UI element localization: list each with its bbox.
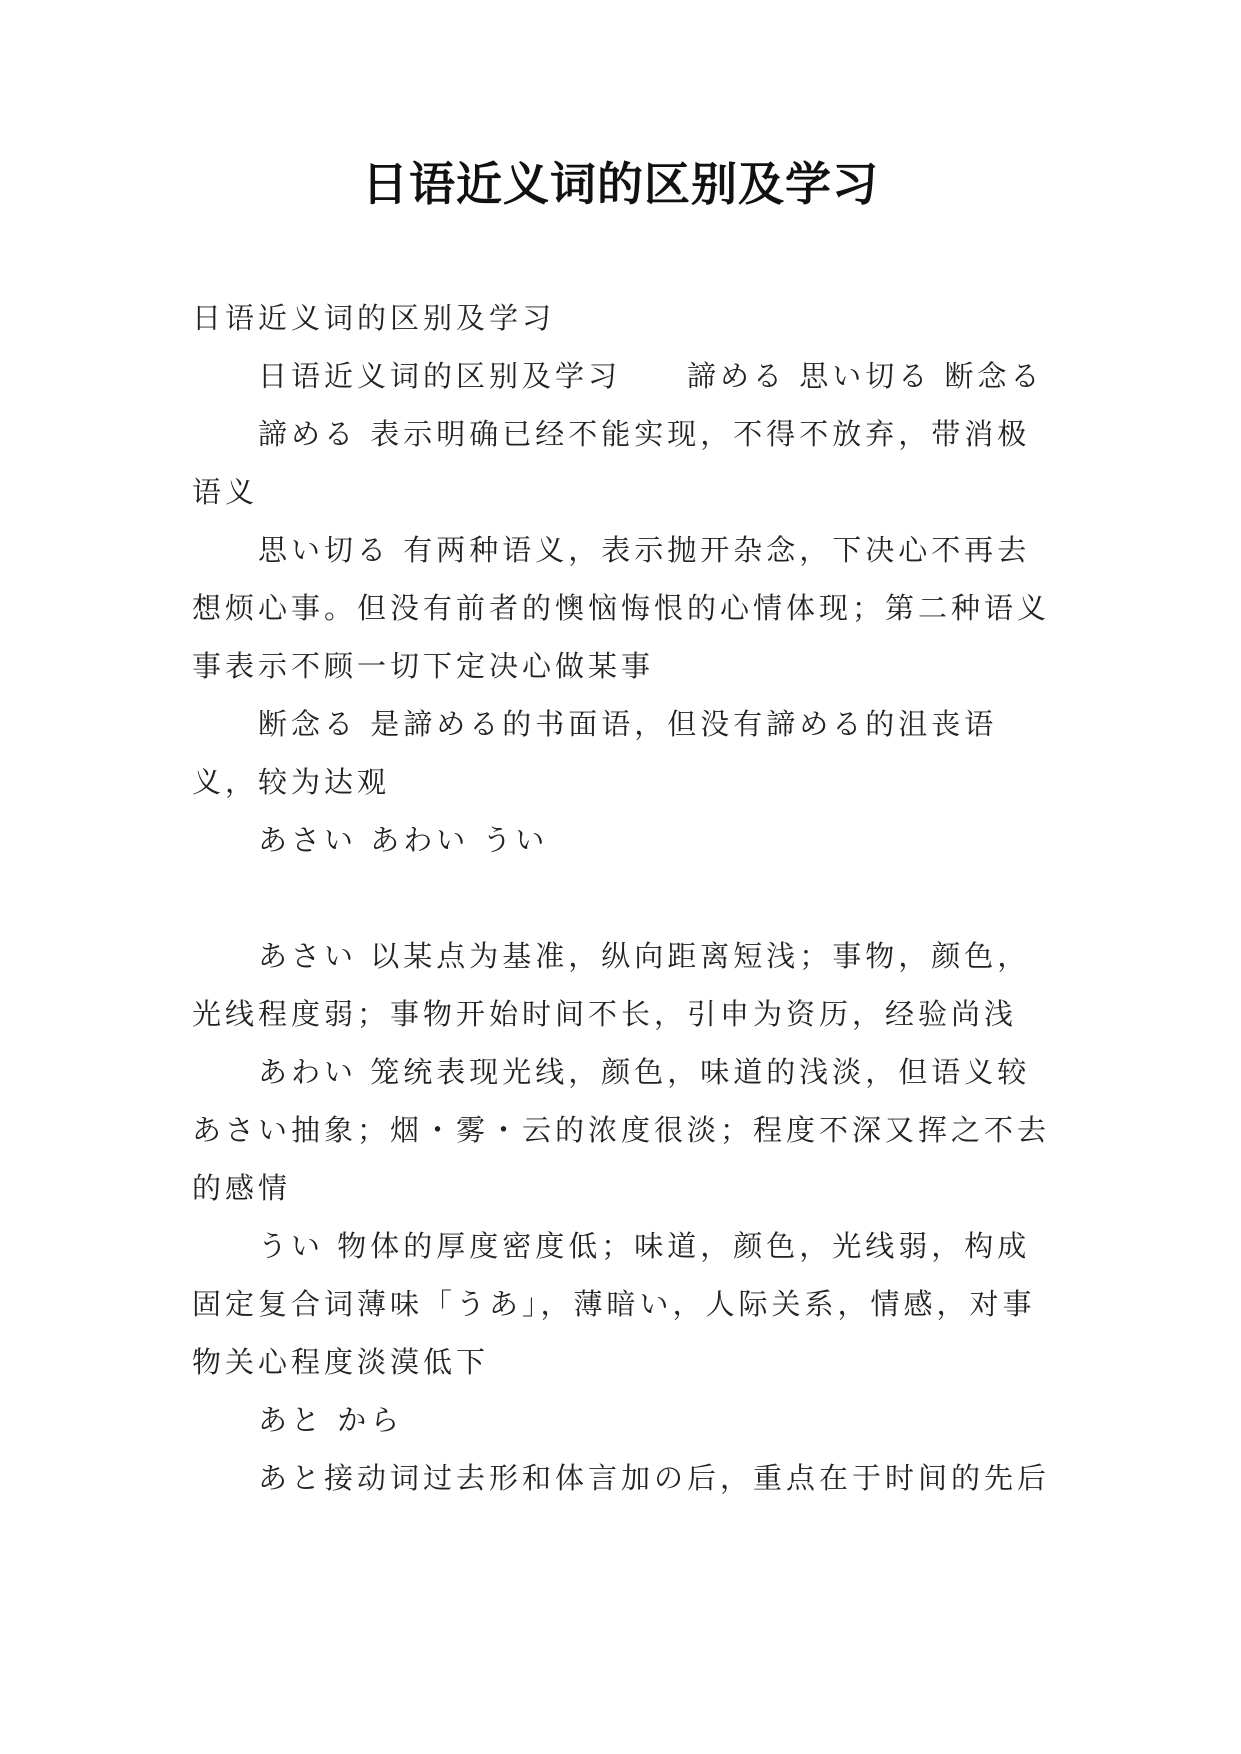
paragraph-synonyms-akirameru: 日语近义词的区别及学习 諦める 思い切る 断念る	[258, 359, 1044, 393]
paragraph-synonyms-asai: あさい あわい うい	[258, 823, 549, 857]
paragraph-heading: 日语近义词的区别及学习	[192, 301, 556, 335]
document-body	[192, 289, 1058, 1507]
blank-line	[192, 869, 1058, 927]
paragraph-usui: うい 物体的厚度密度低；味道，颜色，光线弱，构成固定复合词薄味「うあ」，薄暗い，人际关系，情感，对事物关心程度淡漠低下	[192, 1229, 1036, 1379]
paragraph-akirameru: 諦める 表示明确已经不能实现，不得不放弃，带消极语义	[192, 417, 1031, 509]
paragraph-ato: あと接动词过去形和体言加の后，重点在于时间的先后	[258, 1461, 1051, 1495]
paragraph-omoikiru: 思い切る 有两种语义，表示抛开杂念，下决心不再去想烦心事。但没有前者的懊恼悔恨的心情体现；第二种语义事表示不顾一切下定决心做某事	[192, 533, 1051, 683]
paragraph-dannen: 断念る 是諦める的书面语，但没有諦める的沮丧语义，较为达观	[192, 707, 998, 799]
paragraph-asai: あさい 以某点为基准，纵向距离短浅；事物，颜色，光线程度弱；事物开始时间不长，引申为资历，经验尚浅	[192, 939, 1031, 1031]
paragraph-awai: あわい 笼统表现光线，颜色，味道的浅淡，但语义较あさい抽象；烟・雾・云的浓度很淡；程度不深又挥之不去的感情	[192, 1055, 1051, 1205]
paragraph-synonyms-ato: あと から	[258, 1403, 404, 1437]
document-title: 日语近义词的区别及学习	[362, 157, 879, 211]
